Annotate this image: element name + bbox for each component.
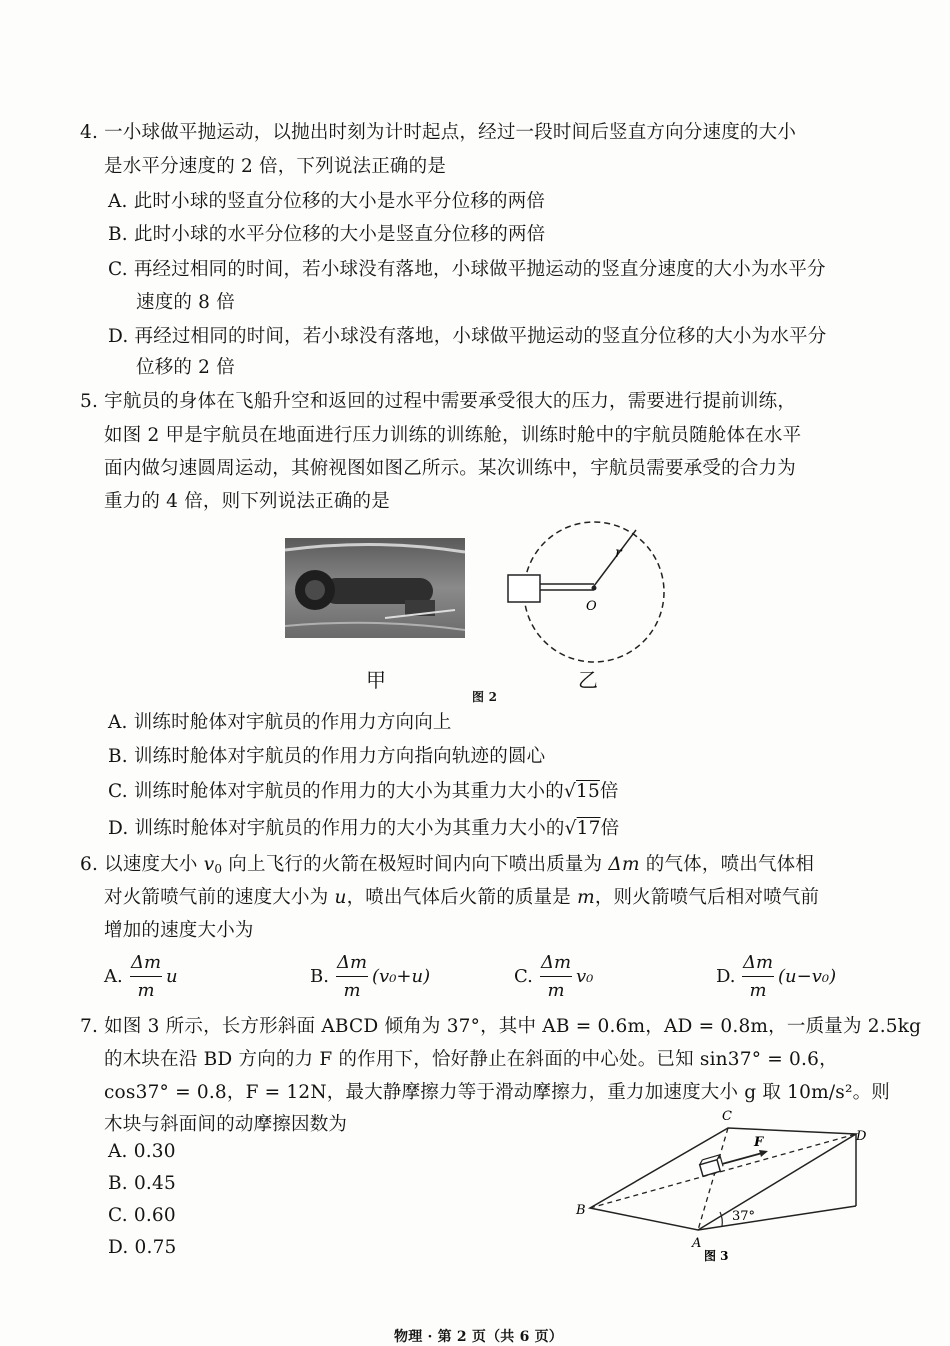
label-f: F — [754, 1135, 764, 1150]
q4-stem-line1: 4. 一小球做平抛运动，以抛出时刻为计时起点，经过一段时间后竖直方向分速度的大小 — [80, 122, 797, 143]
q5-option-c: C. 训练时舱体对宇航员的作用力的大小为其重力大小的√15倍 — [108, 781, 619, 802]
q4-option-c-line1: C. 再经过相同的时间，若小球没有落地，小球做平抛运动的竖直分速度的大小为水平分 — [108, 259, 826, 280]
angle-arc — [720, 1212, 722, 1226]
q7-stem-line3: cos37° = 0.8，F = 12N，最大静摩擦力等于滑动摩擦力，重力加速度大小 g 取 10m/s²。则 — [104, 1082, 891, 1103]
wooden-block — [699, 1155, 725, 1176]
q6-stem-line2: 对火箭喷气前的速度大小为 u，喷出气体后火箭的质量是 m，则火箭喷气后相对喷气前 — [104, 887, 820, 908]
q5-stem-line3: 面内做匀速圆周运动，其俯视图如图乙所示。某次训练中，宇航员需要承受的合力为 — [104, 458, 796, 479]
label-b: B — [576, 1203, 586, 1218]
page-footer: 物理 · 第 2 页（共 6 页） — [394, 1329, 564, 1345]
label-angle: 37° — [732, 1209, 756, 1224]
q7-stem-line1: 7. 如图 3 所示，长方形斜面 ABCD 倾角为 37°，其中 AB = 0.6m，AD = 0.8m，一质量为 2.5kg — [80, 1016, 922, 1037]
q6-stem-line3: 增加的速度大小为 — [104, 920, 254, 941]
q4-option-c-line2: 速度的 8 倍 — [136, 292, 235, 313]
q5-stem-line4: 重力的 4 倍，则下列说法正确的是 — [104, 491, 390, 512]
q5-stem-line2: 如图 2 甲是宇航员在地面进行压力训练的训练舱，训练时舱中的宇航员随舱体在水平 — [104, 425, 802, 446]
q4-option-b: B. 此时小球的水平分位移的大小是竖直分位移的两倍 — [108, 224, 546, 245]
label-r: r — [615, 545, 622, 561]
q5-option-a: A. 训练时舱体对宇航员的作用力方向向上 — [108, 712, 452, 733]
q4-option-d-line1: D. 再经过相同的时间，若小球没有落地，小球做平抛运动的竖直分位移的大小为水平分 — [108, 326, 827, 347]
q7-option-b: B. 0.45 — [108, 1173, 176, 1194]
circle-track — [524, 522, 664, 662]
q4-option-a: A. 此时小球的竖直分位移的大小是水平分位移的两倍 — [108, 191, 546, 212]
center-point — [592, 586, 597, 591]
slope-abcd — [590, 1128, 856, 1230]
label-a: A — [692, 1236, 702, 1251]
q7-option-a: A. 0.30 — [108, 1141, 176, 1162]
label-d: D — [856, 1129, 867, 1144]
q7-option-c: C. 0.60 — [108, 1205, 176, 1226]
fig2-label-yi: 乙 — [578, 668, 599, 692]
label-c: C — [722, 1109, 732, 1124]
force-arrow — [722, 1152, 766, 1164]
q5-option-b: B. 训练时舱体对宇航员的作用力方向指向轨迹的圆心 — [108, 746, 546, 767]
q7-stem-line2: 的木块在沿 BD 方向的力 F 的作用下，恰好静止在斜面的中心处。已知 sin37° = 0.6， — [104, 1049, 838, 1070]
fig2-label-jia: 甲 — [366, 668, 387, 692]
fig2-caption: 图 2 — [472, 690, 498, 704]
q7-option-d: D. 0.75 — [108, 1237, 177, 1258]
figure-2-photo — [285, 538, 465, 638]
q4-option-d-line2: 位移的 2 倍 — [136, 357, 235, 378]
q5-c-radicand: 15 — [575, 781, 600, 802]
cabin-box — [508, 575, 540, 602]
q5-stem-line1: 5. 宇航员的身体在飞船升空和返回的过程中需要承受很大的压力，需要进行提前训练， — [80, 391, 797, 412]
q5-d-radicand: 17 — [576, 818, 601, 839]
q6-stem-line1: 6. 以速度大小 $v_0$ 向上飞行的火箭在极短时间内向下喷出质量为 Δm 的气体，喷出气体相 — [80, 854, 815, 876]
q4-stem-line2: 是水平分速度的 2 倍，下列说法正确的是 — [104, 156, 447, 177]
figure-3-incline — [570, 1102, 870, 1264]
q7-stem-line4: 木块与斜面间的动摩擦因数为 — [104, 1114, 348, 1135]
diagonal-bd — [590, 1134, 856, 1208]
label-o: O — [586, 599, 597, 614]
figure-2-diagram — [500, 512, 675, 677]
q5-option-d: D. 训练时舱体对宇航员的作用力的大小为其重力大小的√17倍 — [108, 818, 620, 839]
fig3-caption: 图 3 — [704, 1249, 729, 1263]
